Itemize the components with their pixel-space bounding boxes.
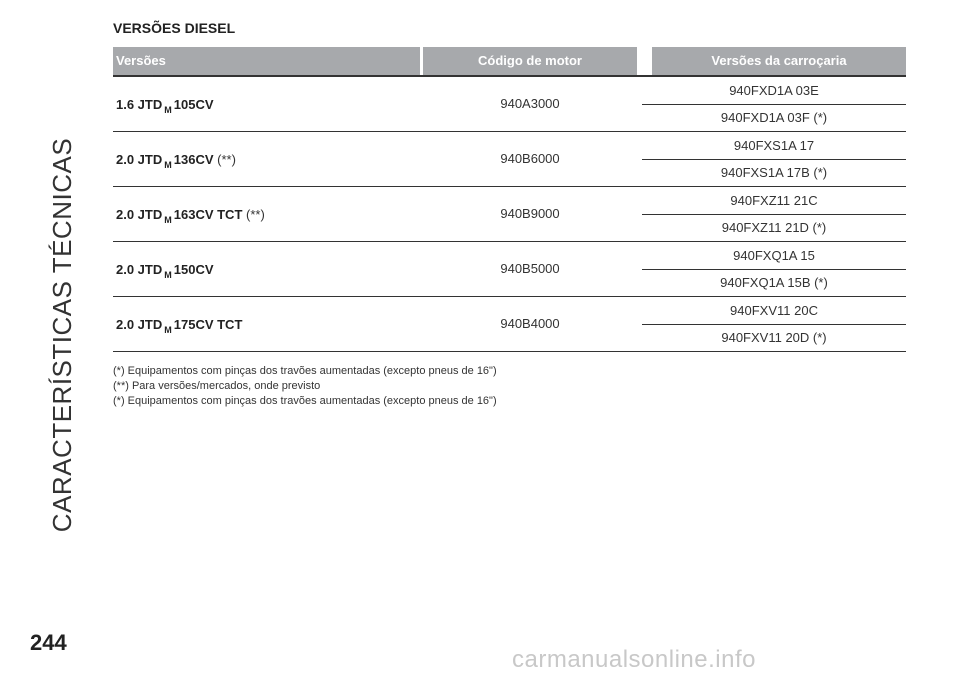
table-row: [113, 132, 906, 187]
page-number: 244: [30, 630, 67, 655]
version-name: 2.0 JTD $_M$ 163CV TCT (**): [116, 207, 265, 225]
table-row: [113, 242, 906, 297]
body-version-code: 940FXQ1A 15: [642, 242, 906, 270]
engine-code: 940A3000: [500, 96, 560, 111]
body-version-code: 940FXZ11 21C: [642, 187, 906, 215]
body-version-code: 940FXD1A 03E: [642, 77, 906, 105]
table-row: [113, 297, 906, 352]
side-section-title: CARACTERÍSTICAS TÉCNICAS: [47, 137, 77, 533]
body-version-code: 940FXD1A 03F (*): [720, 110, 828, 125]
version-name: 2.0 JTD $_M$ 136CV (**): [116, 152, 236, 170]
section-title: VERSÕES DIESEL: [113, 20, 236, 36]
body-version-code: 940FXZ11 21D (*): [721, 220, 827, 235]
body-version-code: 940FXQ1A 15B (*): [720, 275, 828, 290]
header-versions: Versões: [113, 47, 420, 75]
table-header: [113, 47, 906, 77]
version-name: 2.0 JTD $_M$ 150CV: [116, 262, 214, 280]
engine-code: 940B6000: [500, 151, 560, 166]
version-name: 1.6 JTD $_M$ 105CV: [116, 97, 214, 115]
footnotes: [113, 364, 497, 409]
table-row: [113, 187, 906, 242]
engine-code: 940B5000: [500, 261, 560, 276]
body-version-code: 940FXS1A 17B (*): [720, 165, 828, 180]
body-version-code: 940FXV11 20D (*): [721, 330, 827, 345]
footnote: (*) Equipamentos com pinças dos travões aumentadas (excepto pneus de 16"): [113, 365, 497, 377]
version-name: 2.0 JTD $_M$ 175CV TCT: [116, 317, 243, 335]
diesel-versions-table: [113, 47, 906, 352]
engine-code: 940B4000: [500, 316, 560, 331]
footnote: (**) Para versões/mercados, onde previsto: [113, 380, 321, 392]
footnote: (*) Equipamentos com pinças dos travões aumentadas (excepto pneus de 16"): [113, 395, 497, 407]
engine-code: 940B9000: [500, 206, 560, 221]
body-version-code: 940FXV11 20C: [642, 297, 906, 325]
watermark: carmanualsonline.info: [512, 646, 756, 673]
header-engine-code: Código de motor: [423, 47, 637, 75]
header-body-versions: Versões da carroçaria: [652, 47, 906, 75]
body-version-code: 940FXS1A 17: [642, 132, 906, 160]
table-row: [113, 77, 906, 132]
